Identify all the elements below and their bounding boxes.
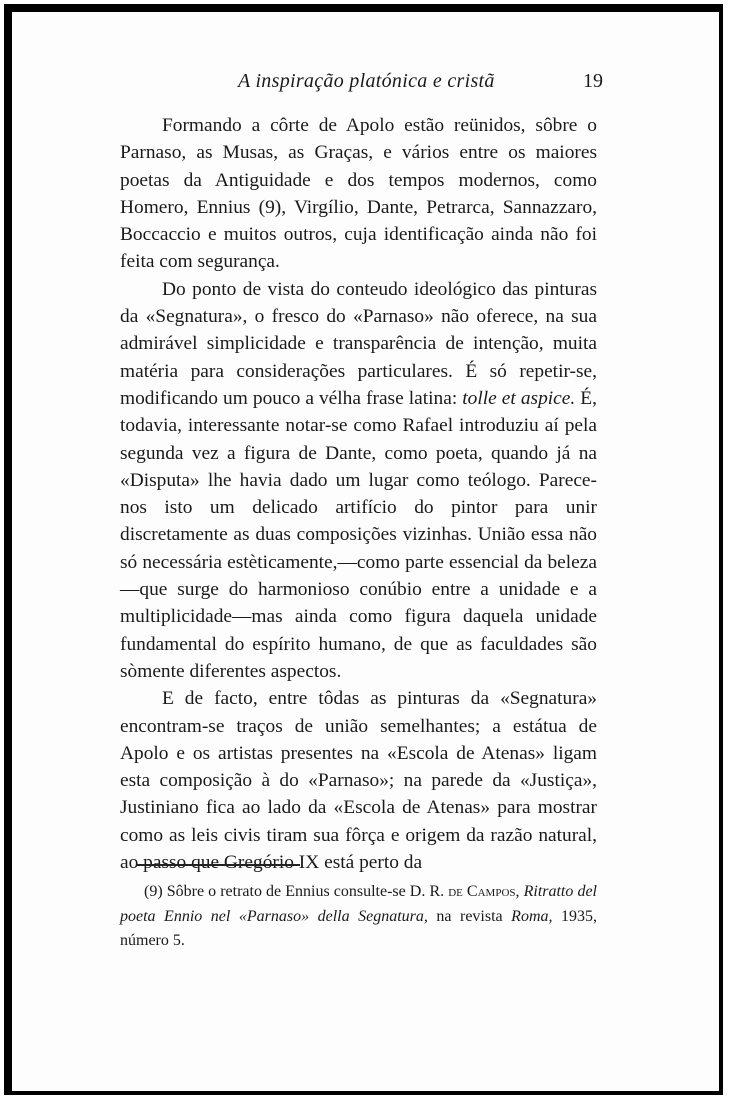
footnote [120,880,597,954]
paragraph-unity: E de facto, entre tôdas as pinturas da «Segnatura» encontram-se traços de união semelhantes; a estátua de Apolo e os artistas presentes na «Escola de Atenas» ligam esta composição à do «Parnaso»; na parede da «Justiça», Justiniano fica ao lado da «Escola de Atenas» para mostrar como as leis civis tiram sua fôrça e origem da razão natural, ao passo que Gregório IX está perto da [120,688,597,874]
paragraph-segnatura-rest: É, todavia, interessante notar-se como Rafael introduziu aí pela segunda vez a figura de Dante, como poeta, quando já na «Disputa» lhe havia dado um lugar como teólogo. Parece-nos isto um delicado artifício do pintor para unir discretamente as duas composições vizinhas. União essa não só necessária estèticamente,—como parte essencial da beleza—que surge do harmonioso conúbio entre a unidade e a multiplicidade—mas ainda como figura daquela unidade fundamental do espírito humano, de que as faculdades são sòmente diferentes aspectos. [120,387,597,682]
footnote-work-title: Ritratto del poeta Ennio nel «Parnaso» della Segnatura, [120,883,597,925]
footnote-mid: na revista [427,907,512,925]
footnote-separator: , [515,883,524,900]
latin-phrase: tolle et aspice. [462,387,576,409]
paragraph-segnatura [120,276,597,685]
footnote-rule [136,864,300,866]
footnote-journal: Roma, [511,907,553,925]
page-header [122,70,603,100]
footnote-intro: Sôbre o retrato de Ennius consulte-se D. R. [162,883,449,900]
footnote-marker: (9) [144,883,163,900]
paragraph-segnatura-start: Do ponto de vista do conteudo ideológico das pinturas da «Segnatura», o fresco do «Parnaso» não oferece, na sua admirável simplicidade e transparência de intenção, muita matéria para considerações particulares. É só repetir-se, modificando um pouco a vélha frase latina: [120,278,597,409]
footnote-author: de Campos [448,883,516,900]
footnote-end: 1935, número 5. [120,907,598,949]
page-number: 19 [583,70,603,92]
paragraph-parnaso: Formando a côrte de Apolo estão reünidos, sôbre o Parnaso, as Musas, as Graças, e vários entre os maiores poetas da Antiguidade e dos tempos modernos, como Homero, Ennius (9), Virgílio, Dante, Petrarca, Sannazzaro, Boccaccio e muitos outros, cuja identificação ainda não foi feita com segurança. [120,115,597,273]
body-text [120,112,597,876]
running-title: A inspiração platónica e cristã [238,70,495,92]
book-page [4,4,723,1095]
